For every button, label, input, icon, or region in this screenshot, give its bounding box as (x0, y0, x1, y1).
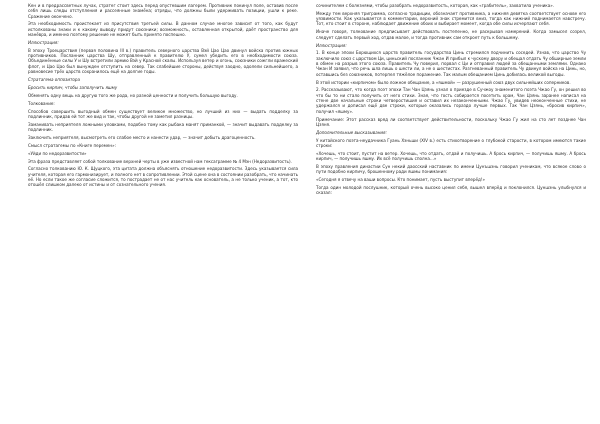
section-heading: Иллюстрация: (316, 42, 347, 48)
paragraph: Эта необходимость проистекает из присутствия третьей силы. В данном случае многое зависит от того, как будут истолкованы знаки и к какому выводу придут союзники; возможность, оставленная открытой, даёт пространство для манёвра, и именно поэтому решение не может быть принято поспешно. (28, 21, 298, 38)
left-page-column (28, 3, 298, 190)
paragraph: Примечание: Этот рассказ вряд ли соответствует действительности, поскольку Чжао Гу жил на сто лет позднее Чан Цзяня. (316, 116, 586, 127)
paragraph: Эта фраза представляет собой толкование верхней черты в уже известной нам гексаграмме № 4 Мэн (Недоразвитость). (28, 158, 292, 164)
paragraph: Смысл стратагемы по «Книге перемен»: (28, 142, 116, 148)
paragraph: Толкование: (28, 100, 55, 106)
paragraph: 2. Рассказывают, что когда поэт эпохи Тан Чан Цзянь узнал о приезде в Сучжоу знаменитого поэта Чжао Гу, он решил во что бы то ни стало получить от него стихи. Зная, что гость собирается посетить храм, Чан Цзянь заранее написал на стене две начальные строки четверостишия и оставил их незаконченными. Чжао Гу, увидев неоконченные стихи, не удержался и дописал ещё две строки, которые оказались гораздо лучше первых. Так Чан Цзянь, «бросив кирпич», получил «яшму». (316, 87, 586, 114)
paragraph: «Сегодня я отвечу на ваши вопросы. Кто понимает, пусть выступит вперёд!» (316, 177, 486, 183)
paragraph: «Хочешь, что стоит, пустит на ветер. Хочешь, что отдать, отдай и получишь. А брось кирпич, — получишь яшму. А брось кирпич, — получишь яшму. Их всё получишь сполна…» (316, 150, 586, 162)
paragraph: Согласно толкованию Ю. К. Щуцкого, эта цитата должна объяснять отношение недоразвитости. Здесь указывается сила учителя, которая его гармонизирует, и полного нет в сопротивлении. Этой сцене она в состоянии разобрать, что начинать её. Но если такое же согласие сложится, то пострадает не от нас учитель как основатель, а не только ученик, а тот, кто отошёл слишком далеко от истины и от сознательного учения. (28, 166, 298, 188)
paragraph: У китайского поэта-неудачника Гуань Хэньши (XIV в.) есть стихотворение о глубокой старости, в котором имеются такие строки: (316, 137, 586, 148)
paragraph: Заключить неприятеля, высмотреть его слабое место и нанести удар, — значит добыть драгоценность. (28, 134, 256, 140)
paragraph: Заманивать неприятеля ложными уловками, подобно тому как рыбака манят приманкой, — значит выдавать подделку за подлинник. (28, 121, 298, 132)
paragraph: Иначе говоря, толкование предписывает действовать постепенно, не раскрывая намерений. Когда замысел созрел, следует сделать первый ход, отдав малое, и тогда противник сам откроет путь к большему. (316, 29, 586, 40)
section-heading: Бросить кирпич, чтобы заполучить яшму (28, 84, 118, 90)
paragraph: В эпоху правления династии Сун некий даосский наставник по имени Цунъшэнь говорил ученикам, что всякое слово о пути подобно кирпичу, брошенному ради яшмы понимания: (316, 163, 586, 175)
paragraph: Обменять одну вещь на другую того же рода, но разной ценности и получить большую выгоду. (28, 92, 238, 98)
paragraph: 1. В конце эпохи Борющихся царств правитель государства Цинь стремился подчинить соседей. Узнав, что царство Чу заключило союз с царством Ци, циньский посланник Чжан И прибыл к чускому двору и обещал отдать Чу обширные земли в обмен на разрыв этого союза. Правитель Чу поверил, порвал с Ци и отправил людей за обещанными землями. Однако Чжан И заявил, что речь шла лишь о шести ли, а не о шестистах. Разгневанный правитель Чу двинул войска на Цинь, но, оставшись без союзников, потерпел тяжёлое поражение. Так малым обещанием Цинь добилась великой выгоды. (316, 50, 586, 77)
paragraph: В эпоху Троецарствия (первая половина III в.) правитель северного царства Вэй Цао Цао двинул войска против южных противников. Посланник царства Шу, отправленный к правителю У, сумел убедить его в необходимости союза. Объединённые силы У и Шу встретили армию Вэй у Красной скалы. Используя ветер и огонь, союзники сожгли вражеский флот, и Цао Цао был вынужден отступить на север. Так слабейшие стороны, действуя заодно, одолели сильнейшего, а равновесие трёх царств сохранилось ещё на долгие годы. (28, 47, 298, 75)
section-heading: Стратагема оппозитора (28, 76, 81, 82)
paragraph: Между тем верхняя триграмма, согласно традиции, обозначает противника, а нижняя девятка соответствует основе его уязвимости. Как указывается в комментарии, верхний знак стремится вниз, тогда как нижний поднимается навстречу. Тот, кто стоит в стороне, наблюдает движение обоих и выбирает момент, когда обе силы исчерпают себя. (316, 10, 586, 27)
paragraph: Тогда один молодой послушник, который очень высоко ценил себя, вышел вперёд и поклонился. Цуншэнь улыбнулся и сказал: (316, 185, 586, 196)
paragraph: «Уйди по недоразвитости» (28, 150, 87, 156)
section-heading: Дополнительные высказывания: (316, 129, 387, 135)
paragraph: сочинителем с болезнями, чтобы разобрать недоразвитость, которая, как «грабитель», захватила ученика». (316, 3, 555, 8)
paragraph: Способов совершить выгодный обмен существует великое множество, но лучший из них — выдать подделку за подлинник, придав ей тот же вид и так, чтобы другой не заметил разницы. (28, 108, 298, 119)
paragraph: Кен и в предрассветных лучах, стратег стоит здесь перед опустевшим лагерем. Противник покинул поле, оставив после себя лишь следы отступления и рассеянные знамёна; отряды, что должны были удерживать позиции, ушли к реке. Сражение окончено. (28, 3, 298, 19)
section-heading: Иллюстрация: (28, 39, 59, 45)
right-page-column (316, 3, 586, 198)
paragraph: В этой истории «кирпичом» было ложное обещание, а «яшмой» — разрушенный союз двух сильнейших соперников. (316, 79, 571, 85)
